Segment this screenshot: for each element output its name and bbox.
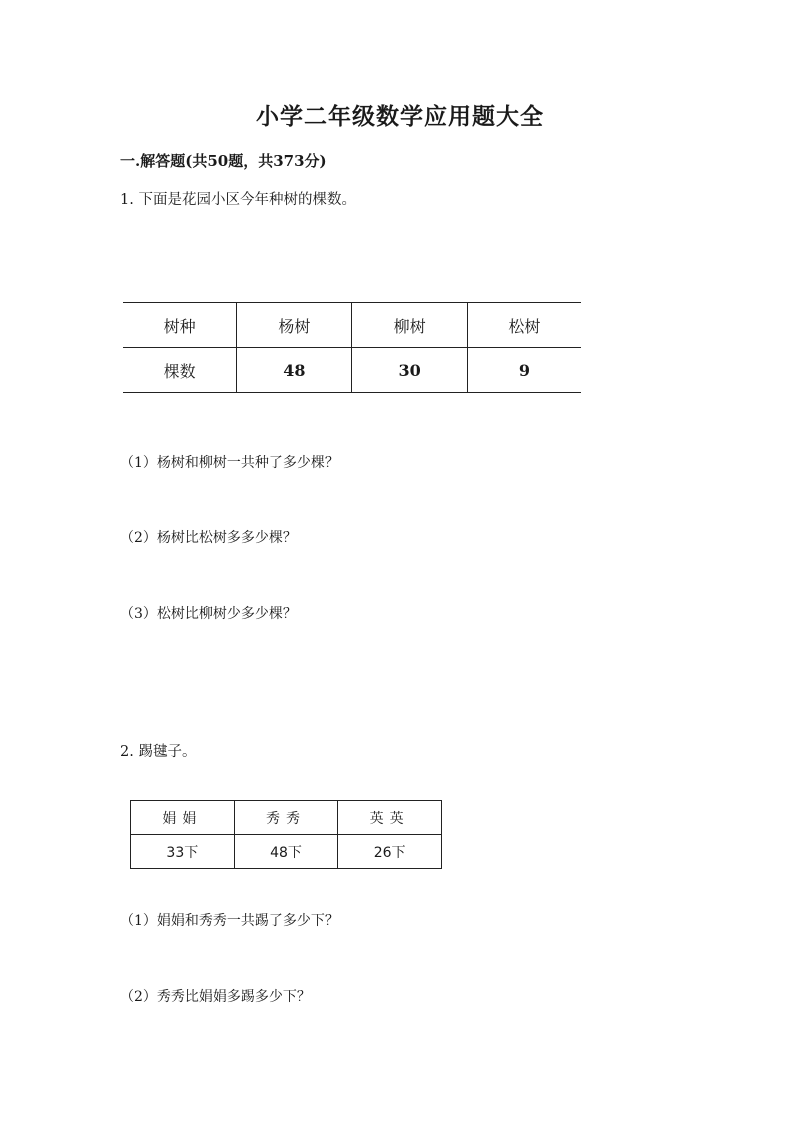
table-header-cell: 英英 xyxy=(338,801,442,835)
problem-1-question-3: （3）松树比柳树少多少棵？ xyxy=(120,606,297,622)
problem-1-question-1: （1）杨树和柳树一共种了多少棵？ xyxy=(120,455,339,471)
problem-2-question-2: （2）秀秀比娟娟多踢多少下？ xyxy=(120,989,311,1005)
table-header-cell: 松树 xyxy=(467,303,581,348)
section-header: 一.解答题(共50题，共373分) xyxy=(120,152,327,170)
problem-2-text: 2. 踢毽子。 xyxy=(120,744,197,760)
problem-1-question-2: （2）杨树比松树多多少棵？ xyxy=(120,530,297,546)
table-header-cell: 秀秀 xyxy=(234,801,338,835)
page-title: 小学二年级数学应用题大全 xyxy=(256,103,544,130)
problem-2-question-1: （1）娟娟和秀秀一共踢了多少下？ xyxy=(120,913,339,929)
shuttlecock-table xyxy=(130,800,442,869)
table-cell: 9 xyxy=(467,348,581,393)
table-cell: 33下 xyxy=(131,835,235,869)
table-row xyxy=(123,303,581,348)
table-header-cell: 柳树 xyxy=(352,303,467,348)
table-cell: 30 xyxy=(352,348,467,393)
table-row-label: 棵数 xyxy=(123,348,237,393)
tree-count-table xyxy=(123,302,581,393)
table-row xyxy=(123,348,581,393)
table-header-cell: 杨树 xyxy=(237,303,352,348)
table-cell: 48下 xyxy=(234,835,338,869)
table-cell: 48 xyxy=(237,348,352,393)
table-row xyxy=(131,835,442,869)
table-cell: 26下 xyxy=(338,835,442,869)
table-header-cell: 树种 xyxy=(123,303,237,348)
problem-1-text: 1. 下面是花园小区今年种树的棵数。 xyxy=(120,192,356,208)
table-header-cell: 娟娟 xyxy=(131,801,235,835)
table-row xyxy=(131,801,442,835)
